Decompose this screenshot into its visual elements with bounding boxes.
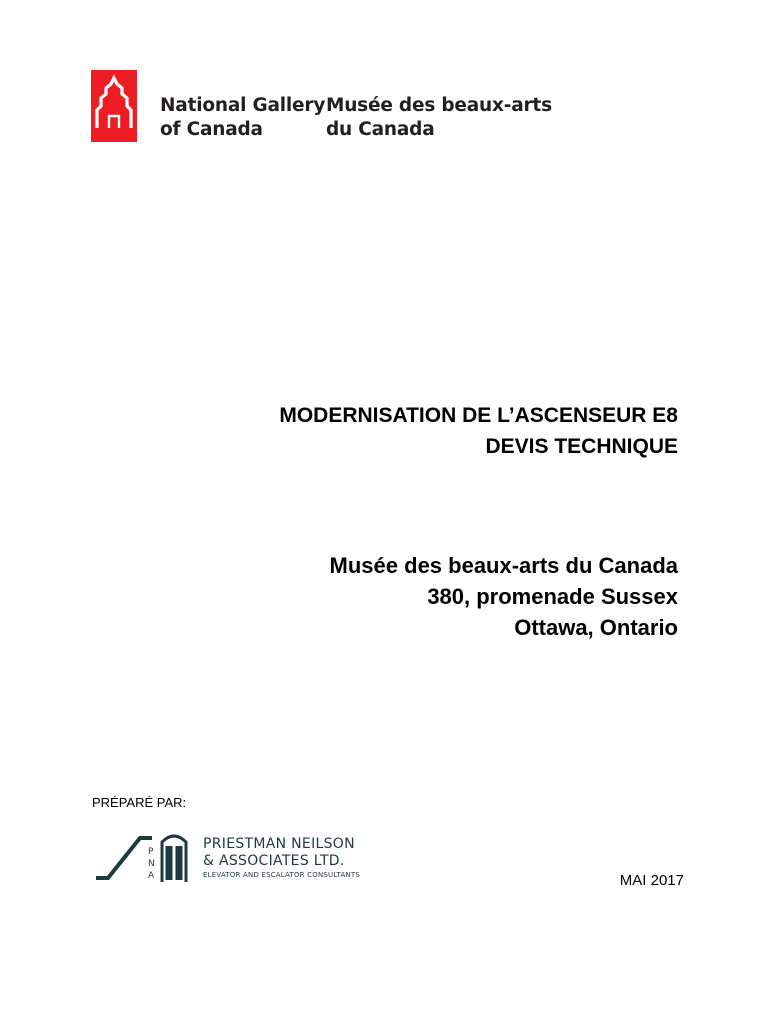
pna-tagline: ELEVATOR AND ESCALATOR CONSULTANTS	[203, 871, 360, 879]
logo-name-en-line1: National Gallery	[160, 95, 326, 116]
pna-escalator-elevator-icon	[94, 828, 200, 882]
address-block	[330, 550, 678, 643]
logo-name-fr-line2: du Canada	[326, 119, 435, 140]
svg-text:A: A	[148, 871, 155, 881]
ngc-tower-icon	[91, 70, 137, 142]
pna-company-line2: & ASSOCIATES LTD.	[203, 853, 345, 869]
svg-text:P: P	[148, 847, 154, 857]
prepared-by-label: PRÉPARÉ PAR:	[92, 795, 187, 810]
address-line3: Ottawa, Ontario	[514, 615, 678, 640]
document-title	[279, 400, 678, 462]
address-line1: Musée des beaux-arts du Canada	[329, 553, 678, 578]
svg-text:N: N	[148, 859, 155, 869]
logo-name-french	[326, 94, 552, 142]
logo-name-en-line2: of Canada	[160, 119, 263, 140]
title-line1: MODERNISATION DE L’ASCENSEUR E8	[279, 404, 678, 427]
address-line2: 380, promenade Sussex	[427, 584, 678, 609]
logo-name-fr-line1: Musée des beaux-arts	[326, 95, 552, 116]
pna-company-name	[203, 836, 360, 880]
document-date: MAI 2017	[619, 872, 684, 889]
title-line2: DEVIS TECHNIQUE	[485, 435, 678, 458]
logo-name-english	[160, 94, 325, 142]
pna-company-line1: PRIESTMAN NEILSON	[203, 836, 355, 852]
